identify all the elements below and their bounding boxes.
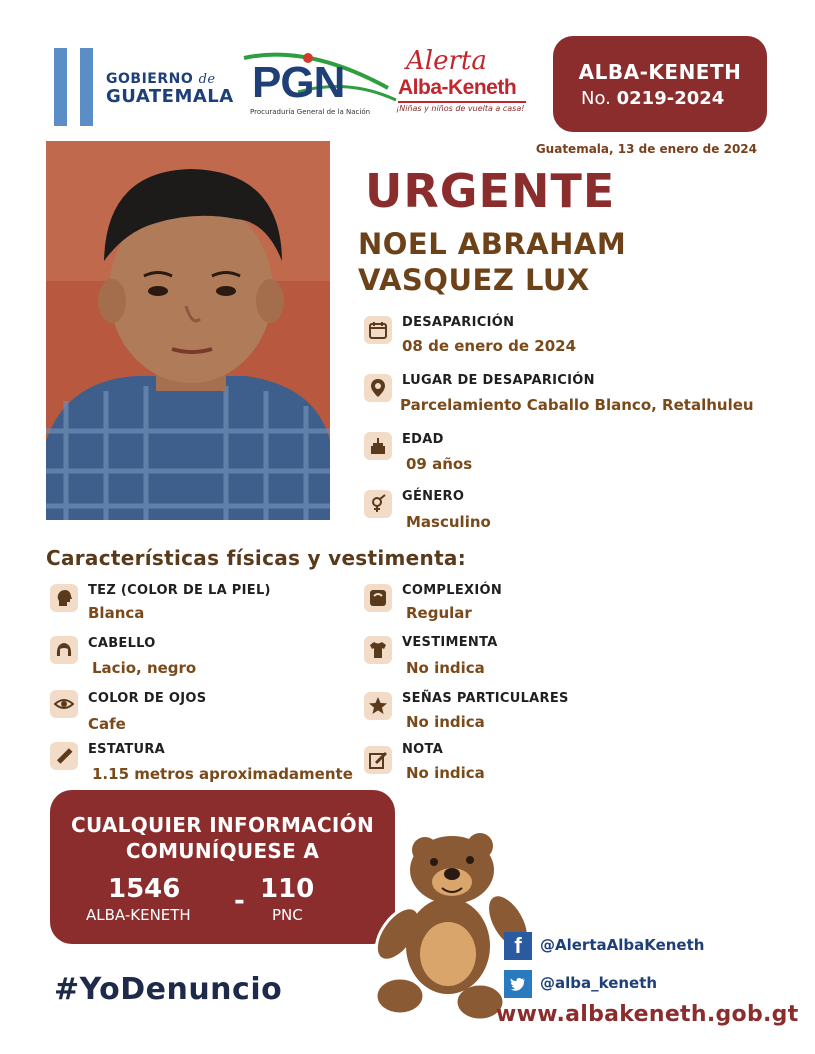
contact-box [50,790,395,944]
clothing-value: No indica [406,659,485,677]
child-photo [46,141,330,520]
government-logo-text [106,72,234,106]
gender-icon [364,490,392,518]
alerta-name: Alba-Keneth [398,76,517,99]
clothing-label: VESTIMENTA [402,635,498,650]
alerta-slogan: ¡Niñas y niños de vuelta a casa! [396,104,525,113]
alerta-word: Alerta [406,46,487,76]
pgn-letters: PGN [252,58,345,107]
hair-value: Lacio, negro [92,659,197,677]
case-number-box [553,36,767,132]
phone-label-alba-keneth: ALBA-KENETH [86,906,191,924]
eyes-label: COLOR DE OJOS [88,691,207,706]
twitter-handle[interactable]: @alba_keneth [540,974,658,992]
hashtag: #YoDenuncio [54,972,283,1007]
child-name [358,226,626,298]
physical-section-title: Características físicas y vestimenta: [46,546,467,570]
head-silhouette-icon [50,584,78,612]
gender-value: Masculino [406,513,491,531]
phone-number-alba-keneth[interactable]: 1546 [108,874,181,904]
note-value: No indica [406,764,485,782]
urgent-heading: URGENTE [365,164,616,218]
gov-line2: GUATEMALA [106,86,234,107]
gov-de: de [198,72,216,87]
disappearance-value: 08 de enero de 2024 [402,337,577,355]
government-logo-bars [54,48,96,126]
skin-label: TEZ (COLOR DE LA PIEL) [88,583,271,598]
facebook-icon[interactable]: f [504,932,532,960]
website-link[interactable]: www.albakeneth.gob.gt [496,1002,799,1027]
eyes-value: Cafe [88,715,126,733]
ruler-icon [50,742,78,770]
tshirt-icon [364,636,392,664]
hair-label: CABELLO [88,636,156,651]
skin-value: Blanca [88,604,145,622]
scale-icon [364,584,392,612]
twitter-icon[interactable] [504,970,532,998]
marks-value: No indica [406,713,485,731]
issue-date: Guatemala, 13 de enero de 2024 [535,142,757,156]
phone-separator: - [234,886,245,916]
child-name-line1: NOEL ABRAHAM [358,227,627,261]
marks-label: SEÑAS PARTICULARES [402,691,569,706]
age-label: EDAD [402,432,444,447]
birthday-cake-icon [364,432,392,460]
calendar-icon [364,316,392,344]
build-value: Regular [406,604,472,622]
case-number: 0219-2024 [616,88,725,109]
phone-label-pnc: PNC [272,906,303,924]
child-name-line2: VASQUEZ LUX [358,263,590,297]
place-label: LUGAR DE DESAPARICIÓN [402,373,595,388]
facebook-handle[interactable]: @AlertaAlbaKeneth [540,936,705,954]
case-title: ALBA-KENETH [578,60,742,84]
age-value: 09 años [406,455,473,473]
build-label: COMPLEXIÓN [402,583,503,598]
note-label: NOTA [402,742,444,757]
phone-number-pnc[interactable]: 110 [260,874,315,904]
height-value: 1.15 metros aproximadamente [92,765,353,783]
eye-icon [50,690,78,718]
hair-icon [50,636,78,664]
contact-line2: COMUNÍQUESE A [125,839,320,863]
gov-line1: GOBIERNO [106,71,194,87]
location-pin-icon [364,374,392,402]
pgn-subtitle: Procuraduría General de la Nación [250,108,371,116]
disappearance-label: DESAPARICIÓN [402,315,515,330]
case-no-prefix: No. [581,88,611,109]
pgn-logo [238,48,398,120]
star-icon [364,692,392,720]
height-label: ESTATURA [88,742,166,757]
contact-line1: CUALQUIER INFORMACIÓN [70,813,375,837]
note-edit-icon [364,746,392,774]
alerta-alba-keneth-logo [396,46,536,116]
place-value: Parcelamiento Caballo Blanco, Retalhuleu [400,396,754,414]
gender-label: GÉNERO [402,489,465,504]
